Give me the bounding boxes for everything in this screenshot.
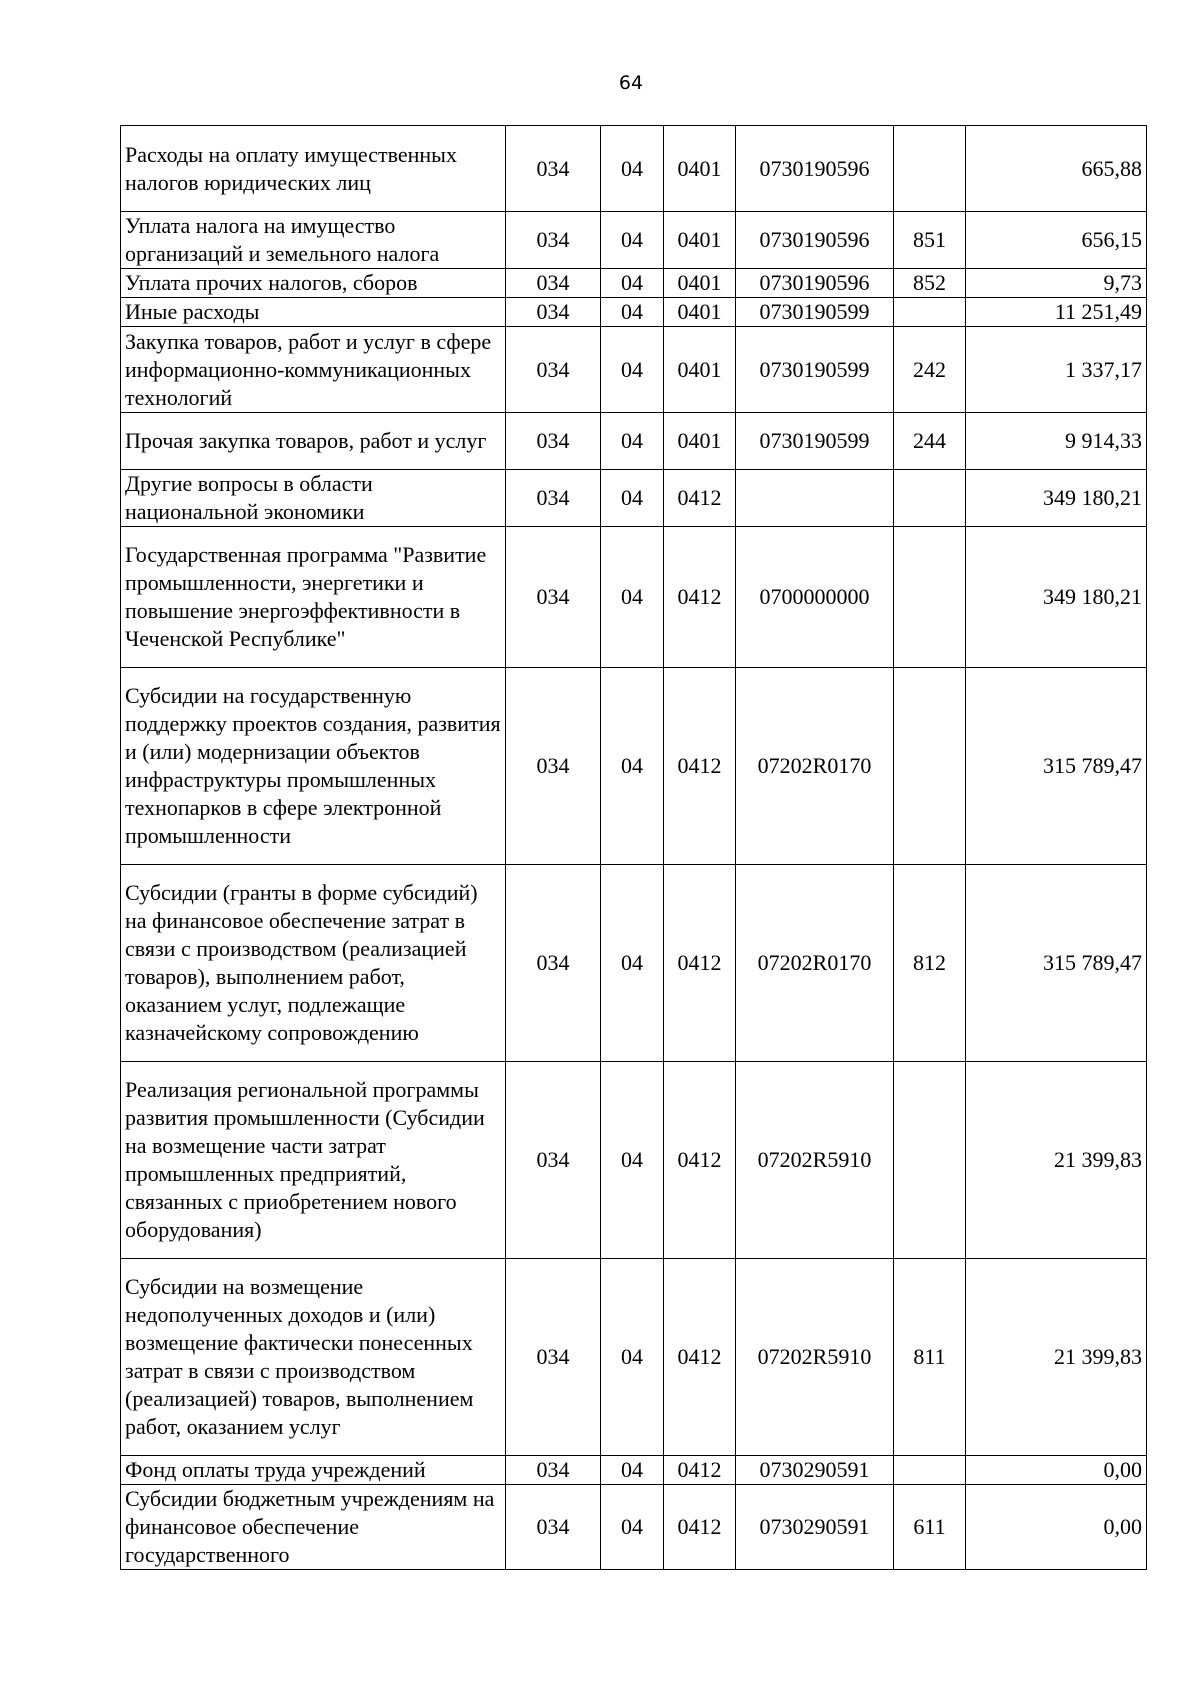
target-item-code: 0730190599	[736, 413, 894, 470]
amount: 21 399,83	[966, 1062, 1147, 1259]
dept-code: 034	[506, 212, 601, 269]
target-item-code: 07202R0170	[736, 668, 894, 865]
row-description: Иные расходы	[121, 298, 506, 327]
table-row	[121, 298, 1147, 327]
row-description: Субсидии на возмещение недополученных доходов и (или) возмещение фактически понесенных затрат в связи с производством (реализацией) товаров, выполнением работ, оказанием услуг	[121, 1259, 506, 1456]
target-item-code: 0730190599	[736, 327, 894, 413]
subsection-code: 0401	[664, 413, 736, 470]
section-code: 04	[601, 1062, 664, 1259]
target-item-code	[736, 470, 894, 527]
expense-type-code: 811	[894, 1259, 966, 1456]
expense-type-code	[894, 126, 966, 212]
row-description: Государственная программа "Развитие промышленности, энергетики и повышение энергоэффективности в Чеченской Республике"	[121, 527, 506, 668]
target-item-code: 0730290591	[736, 1456, 894, 1485]
page-number: 64	[618, 72, 644, 94]
amount: 315 789,47	[966, 668, 1147, 865]
amount: 9 914,33	[966, 413, 1147, 470]
expense-type-code: 611	[894, 1485, 966, 1570]
target-item-code: 07202R5910	[736, 1259, 894, 1456]
target-item-code: 0730190599	[736, 298, 894, 327]
row-description: Субсидии (гранты в форме субсидий) на финансовое обеспечение затрат в связи с производством (реализацией товаров), выполнением работ, оказанием услуг, подлежащие казначейскому сопровождению	[121, 865, 506, 1062]
section-code: 04	[601, 865, 664, 1062]
amount: 315 789,47	[966, 865, 1147, 1062]
section-code: 04	[601, 1259, 664, 1456]
row-description: Уплата прочих налогов, сборов	[121, 269, 506, 298]
section-code: 04	[601, 1485, 664, 1570]
expense-type-code	[894, 298, 966, 327]
row-description: Субсидии на государственную поддержку проектов создания, развития и (или) модернизации объектов инфраструктуры промышленных технопарков в сфере электронной промышленности	[121, 668, 506, 865]
section-code: 04	[601, 668, 664, 865]
subsection-code: 0401	[664, 269, 736, 298]
section-code: 04	[601, 1456, 664, 1485]
table-row	[121, 865, 1147, 1062]
expense-type-code: 812	[894, 865, 966, 1062]
subsection-code: 0412	[664, 1485, 736, 1570]
amount: 665,88	[966, 126, 1147, 212]
expense-type-code: 244	[894, 413, 966, 470]
section-code: 04	[601, 470, 664, 527]
table-row	[121, 269, 1147, 298]
table-row	[121, 212, 1147, 269]
target-item-code: 07202R0170	[736, 865, 894, 1062]
row-description: Закупка товаров, работ и услуг в сфере информационно-коммуникационных технологий	[121, 327, 506, 413]
table-row	[121, 1456, 1147, 1485]
subsection-code: 0401	[664, 298, 736, 327]
row-description: Прочая закупка товаров, работ и услуг	[121, 413, 506, 470]
subsection-code: 0412	[664, 1259, 736, 1456]
table-row	[121, 527, 1147, 668]
amount: 0,00	[966, 1456, 1147, 1485]
table-row	[121, 1062, 1147, 1259]
row-description: Расходы на оплату имущественных налогов юридических лиц	[121, 126, 506, 212]
section-code: 04	[601, 298, 664, 327]
subsection-code: 0412	[664, 1456, 736, 1485]
section-code: 04	[601, 126, 664, 212]
target-item-code: 07202R5910	[736, 1062, 894, 1259]
expense-type-code: 242	[894, 327, 966, 413]
table-row	[121, 1485, 1147, 1570]
amount: 11 251,49	[966, 298, 1147, 327]
table-row	[121, 1259, 1147, 1456]
dept-code: 034	[506, 865, 601, 1062]
dept-code: 034	[506, 413, 601, 470]
table-row	[121, 327, 1147, 413]
target-item-code: 0700000000	[736, 527, 894, 668]
table-row	[121, 413, 1147, 470]
dept-code: 034	[506, 126, 601, 212]
expense-type-code	[894, 1456, 966, 1485]
dept-code: 034	[506, 470, 601, 527]
amount: 349 180,21	[966, 527, 1147, 668]
subsection-code: 0401	[664, 126, 736, 212]
expense-type-code	[894, 668, 966, 865]
target-item-code: 0730190596	[736, 269, 894, 298]
amount: 21 399,83	[966, 1259, 1147, 1456]
subsection-code: 0401	[664, 327, 736, 413]
table-row	[121, 668, 1147, 865]
table-row	[121, 470, 1147, 527]
section-code: 04	[601, 327, 664, 413]
amount: 349 180,21	[966, 470, 1147, 527]
expense-type-code	[894, 470, 966, 527]
dept-code: 034	[506, 269, 601, 298]
amount: 1 337,17	[966, 327, 1147, 413]
section-code: 04	[601, 527, 664, 668]
section-code: 04	[601, 413, 664, 470]
subsection-code: 0412	[664, 1062, 736, 1259]
table-row	[121, 126, 1147, 212]
expense-type-code: 851	[894, 212, 966, 269]
dept-code: 034	[506, 1062, 601, 1259]
dept-code: 034	[506, 527, 601, 668]
subsection-code: 0412	[664, 865, 736, 1062]
expense-type-code	[894, 1062, 966, 1259]
budget-table	[120, 125, 1147, 1570]
dept-code: 034	[506, 298, 601, 327]
dept-code: 034	[506, 1259, 601, 1456]
subsection-code: 0412	[664, 668, 736, 865]
subsection-code: 0412	[664, 527, 736, 668]
expense-type-code	[894, 527, 966, 668]
section-code: 04	[601, 269, 664, 298]
target-item-code: 0730190596	[736, 212, 894, 269]
section-code: 04	[601, 212, 664, 269]
amount: 9,73	[966, 269, 1147, 298]
row-description: Другие вопросы в области национальной экономики	[121, 470, 506, 527]
amount: 656,15	[966, 212, 1147, 269]
dept-code: 034	[506, 1456, 601, 1485]
row-description: Фонд оплаты труда учреждений	[121, 1456, 506, 1485]
row-description: Реализация региональной программы развития промышленности (Субсидии на возмещение части затрат промышленных предприятий, связанных с приобретением нового оборудования)	[121, 1062, 506, 1259]
dept-code: 034	[506, 668, 601, 865]
row-description: Уплата налога на имущество организаций и земельного налога	[121, 212, 506, 269]
subsection-code: 0401	[664, 212, 736, 269]
target-item-code: 0730290591	[736, 1485, 894, 1570]
dept-code: 034	[506, 327, 601, 413]
subsection-code: 0412	[664, 470, 736, 527]
amount: 0,00	[966, 1485, 1147, 1570]
target-item-code: 0730190596	[736, 126, 894, 212]
dept-code: 034	[506, 1485, 601, 1570]
expense-type-code: 852	[894, 269, 966, 298]
row-description: Субсидии бюджетным учреждениям на финансовое обеспечение государственного	[121, 1485, 506, 1570]
